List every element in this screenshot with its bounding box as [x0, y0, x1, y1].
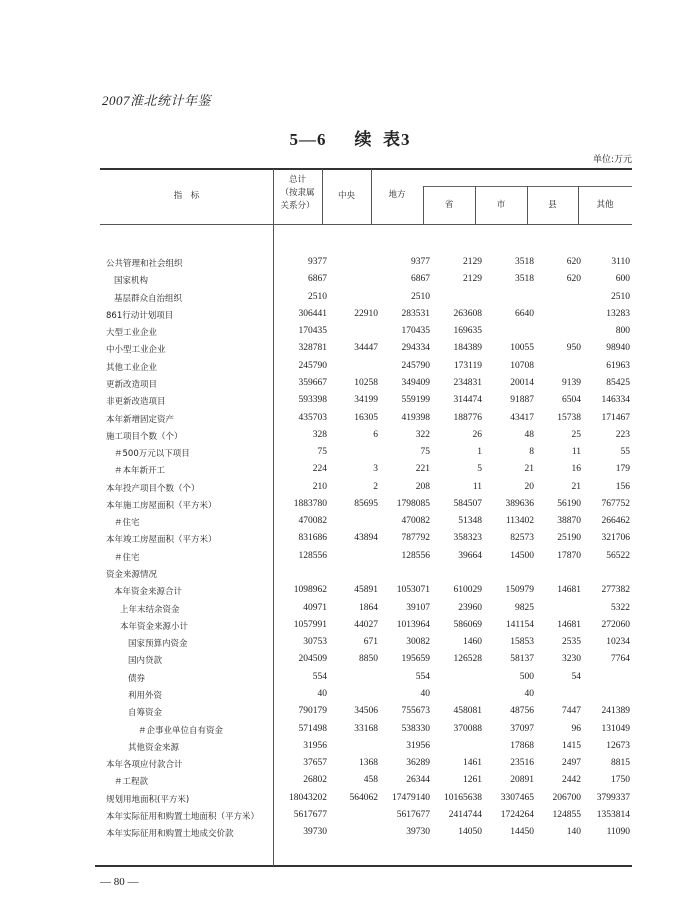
cell-value: 34506: [354, 706, 378, 717]
cell-value: 150979: [505, 585, 534, 596]
cell-value: 5: [477, 464, 482, 475]
cell-value: 1883780: [293, 498, 327, 509]
row-label: 本年资金来源小计: [120, 621, 189, 632]
table-row: [100, 706, 632, 723]
table-row: [100, 516, 632, 533]
cell-value: 2442: [562, 775, 581, 786]
table-row: [100, 482, 632, 499]
header-total: [273, 174, 322, 213]
cell-value: 5322: [611, 602, 630, 613]
cell-value: 33168: [354, 723, 378, 734]
cell-value: 188776: [453, 412, 482, 423]
table-row: [100, 620, 632, 637]
cell-value: 500: [519, 671, 534, 682]
cell-value: 17479140: [392, 792, 430, 803]
table-row: [100, 551, 632, 568]
table-row: [100, 637, 632, 654]
table-title: [0, 125, 700, 150]
table-suffix: 表3: [383, 130, 411, 149]
cell-value: 23960: [458, 602, 482, 613]
cell-value: 3230: [562, 654, 581, 665]
cell-value: 85695: [354, 498, 378, 509]
cell-value: 8815: [611, 758, 630, 769]
cell-value: 17870: [557, 550, 581, 561]
cell-value: 38870: [557, 516, 581, 527]
table-row: [100, 292, 632, 309]
cell-value: 2535: [562, 637, 581, 648]
cell-value: 91887: [510, 395, 534, 406]
header-county: 县: [548, 200, 557, 210]
cell-value: 12673: [606, 740, 630, 751]
cell-value: 1460: [463, 637, 482, 648]
cell-value: 26: [472, 429, 482, 440]
cell-value: 470082: [298, 516, 327, 527]
cell-value: 39664: [458, 550, 482, 561]
cell-value: 8: [529, 447, 534, 458]
row-label: 国内贷款: [128, 656, 163, 667]
table-row: [100, 326, 632, 343]
cell-value: 195659: [401, 654, 430, 665]
cell-value: 294334: [401, 343, 430, 354]
header-indicator: 指 标: [173, 191, 200, 201]
cell-value: 48756: [510, 706, 534, 717]
row-label: 规划用地面积(平方米): [106, 794, 190, 805]
cell-value: 96: [571, 723, 581, 734]
unit-label: 单位:万元: [592, 155, 632, 165]
row-label: 本年施工房屋面积（平方米）: [106, 500, 217, 511]
cell-value: 131049: [601, 723, 630, 734]
cell-value: 39730: [406, 827, 430, 838]
table-row: [100, 464, 632, 481]
row-label: ＃工程款: [114, 777, 149, 788]
cell-value: 277382: [601, 585, 630, 596]
row-label: 本年竣工房屋面积（平方米）: [106, 535, 217, 546]
cell-value: 128556: [401, 550, 430, 561]
row-label: 施工项目个数（个）: [106, 431, 183, 442]
table-row: [100, 672, 632, 689]
cell-value: 34199: [354, 395, 378, 406]
row-label: 本年各项应付款合计: [106, 760, 183, 771]
cell-value: 184389: [453, 343, 482, 354]
cell-value: 14450: [510, 827, 534, 838]
cell-value: 1057991: [293, 619, 327, 630]
table-row: [100, 810, 632, 827]
bottom-rule: [95, 865, 632, 867]
cell-value: 6640: [515, 308, 534, 319]
cell-value: 51348: [458, 516, 482, 527]
cell-value: 2497: [562, 758, 581, 769]
table-row: [100, 533, 632, 550]
table-row: [100, 447, 632, 464]
cell-value: 16305: [354, 412, 378, 423]
cell-value: 586069: [453, 619, 482, 630]
cell-value: 224: [312, 464, 327, 475]
cell-value: 600: [615, 274, 630, 285]
cell-value: 10165638: [444, 792, 482, 803]
cell-value: 1261: [463, 775, 482, 786]
cell-value: 204509: [298, 654, 327, 665]
cell-value: 25: [571, 429, 581, 440]
cell-value: 6: [373, 429, 378, 440]
header-local: 地方: [388, 190, 406, 200]
cell-value: 620: [566, 274, 581, 285]
cell-value: 1013964: [396, 619, 430, 630]
cell-value: 15853: [510, 637, 534, 648]
cell-value: 1798085: [396, 498, 430, 509]
table-row: [100, 775, 632, 792]
row-label: ＃住宅: [114, 518, 140, 529]
cell-value: 1368: [359, 758, 378, 769]
cell-value: 6867: [411, 274, 430, 285]
cell-value: 787792: [401, 533, 430, 544]
cell-value: 34447: [354, 343, 378, 354]
cell-value: 8850: [359, 654, 378, 665]
cell-value: 206700: [552, 792, 581, 803]
table-row: [100, 585, 632, 602]
row-label: 国家机构: [114, 276, 149, 287]
row-label: 其他工业企业: [106, 362, 158, 373]
cell-value: 321706: [601, 533, 630, 544]
cell-value: 30753: [303, 637, 327, 648]
table-row: [100, 378, 632, 395]
cell-value: 48: [524, 429, 534, 440]
cell-value: 1415: [562, 740, 581, 751]
cell-value: 790179: [298, 706, 327, 717]
header-total-line1: 总计: [288, 175, 306, 185]
row-label: 本年投产项目个数（个）: [106, 483, 200, 494]
cell-value: 3518: [515, 274, 534, 285]
cell-value: 538330: [401, 723, 430, 734]
cell-value: 2129: [463, 257, 482, 267]
table-row: [100, 741, 632, 758]
cell-value: 43894: [354, 533, 378, 544]
row-label: 非更新改造项目: [106, 397, 166, 408]
cell-value: 620: [566, 257, 581, 267]
cell-value: 370088: [453, 723, 482, 734]
cell-value: 210: [312, 481, 327, 492]
cell-value: 272060: [601, 619, 630, 630]
row-label: 大型工业企业: [106, 328, 158, 339]
cell-value: 21: [524, 464, 534, 475]
cell-value: 11090: [606, 827, 630, 838]
cell-value: 23516: [510, 758, 534, 769]
cell-value: 3518: [515, 257, 534, 267]
table-row: [100, 274, 632, 291]
cell-value: 6867: [308, 274, 327, 285]
cell-value: 314474: [453, 395, 482, 406]
cell-value: 245790: [401, 360, 430, 371]
row-label: 中小型工业企业: [106, 345, 166, 356]
cell-value: 10234: [606, 637, 630, 648]
cell-value: 31956: [406, 740, 430, 751]
cell-value: 10708: [510, 360, 534, 371]
header-total-line3: 关系分）: [280, 201, 315, 211]
cell-value: 31956: [303, 740, 327, 751]
row-label: 本年资金来源合计: [114, 587, 183, 598]
row-label: 自筹资金: [128, 708, 163, 719]
cell-value: 43417: [510, 412, 534, 423]
table-row: [100, 395, 632, 412]
cell-value: 359667: [298, 377, 327, 388]
header-bottom-rule: [100, 224, 632, 225]
header-city: 市: [496, 200, 506, 210]
cell-value: 170435: [401, 326, 430, 337]
cell-value: 40971: [303, 602, 327, 613]
cell-value: 40: [524, 689, 534, 699]
cell-value: 1750: [611, 775, 630, 786]
row-label: 公共管理和社会组织: [106, 259, 183, 269]
table-row: [100, 413, 632, 430]
cell-value: 141154: [505, 619, 534, 630]
row-label: 国家预算内资金: [128, 639, 188, 650]
row-label: 资金来源情况: [106, 570, 158, 581]
cell-value: 554: [415, 671, 430, 682]
cell-value: 37097: [510, 723, 534, 734]
cell-value: 37657: [303, 758, 327, 769]
table-row: [100, 827, 632, 844]
row-label: 其他资金来源: [128, 742, 180, 753]
cell-value: 3307465: [500, 792, 534, 803]
cell-value: 21: [571, 481, 581, 492]
cell-value: 1461: [463, 758, 482, 769]
table-row: [100, 654, 632, 671]
cell-value: 470082: [401, 516, 430, 527]
cell-value: 559199: [401, 395, 430, 406]
header-total-line2: （按隶属: [280, 188, 315, 198]
cell-value: 10055: [510, 343, 534, 354]
cell-value: 13283: [606, 308, 630, 319]
cell-value: 800: [615, 326, 630, 337]
cell-value: 45891: [354, 585, 378, 596]
cell-value: 18043202: [289, 792, 327, 803]
cell-value: 15738: [557, 412, 581, 423]
cell-value: 39107: [406, 602, 430, 613]
table-row: [100, 309, 632, 326]
cell-value: 571498: [298, 723, 327, 734]
header-province: 省: [444, 200, 454, 210]
table-number: 5—6: [289, 130, 327, 149]
row-label: 上年末结余资金: [120, 604, 180, 615]
cell-value: 75: [420, 447, 430, 458]
cell-value: 75: [317, 447, 327, 458]
cell-value: 20: [524, 481, 534, 492]
cell-value: 140: [566, 827, 581, 838]
cell-value: 2510: [308, 291, 327, 302]
cell-value: 58137: [510, 654, 534, 665]
cell-value: 14050: [458, 827, 482, 838]
cell-value: 40: [317, 689, 327, 699]
cell-value: 1724264: [500, 809, 534, 820]
cell-value: 306441: [298, 308, 327, 319]
cell-value: 458081: [453, 706, 482, 717]
cell-value: 156: [615, 481, 630, 492]
cell-value: 349409: [401, 377, 430, 388]
cell-value: 564062: [349, 792, 378, 803]
cell-value: 36289: [406, 758, 430, 769]
row-label: 更新改造项目: [106, 379, 158, 390]
row-label: 861行动计划项目: [106, 310, 174, 321]
cell-value: 7447: [562, 706, 581, 717]
cell-value: 328781: [298, 343, 327, 354]
cell-value: 20014: [510, 377, 534, 388]
cell-value: 30082: [406, 637, 430, 648]
top-rule: [100, 168, 632, 170]
cell-value: 458: [363, 775, 378, 786]
cell-value: 10258: [354, 377, 378, 388]
table-row: [100, 724, 632, 741]
cell-value: 328: [312, 429, 327, 440]
row-label: 本年实际征用和购置土地面积（平方米）: [106, 811, 260, 822]
cell-value: 234831: [453, 377, 482, 388]
cell-value: 767752: [601, 498, 630, 509]
row-label: ＃住宅: [114, 552, 140, 563]
row-label: 利用外资: [128, 691, 163, 701]
cell-value: 146334: [601, 395, 630, 406]
cell-value: 435703: [298, 412, 327, 423]
cell-value: 17868: [510, 740, 534, 751]
cell-value: 208: [415, 481, 430, 492]
cell-value: 56190: [557, 498, 581, 509]
cell-value: 98940: [606, 343, 630, 354]
cell-value: 2: [373, 481, 378, 492]
cell-value: 85425: [606, 377, 630, 388]
cell-value: 9377: [411, 257, 430, 267]
cell-value: 1353814: [596, 809, 630, 820]
book-title: 2007淮北统计年鉴: [102, 93, 212, 108]
table-row: [100, 689, 632, 706]
cell-value: 2510: [611, 291, 630, 302]
table-row: [100, 793, 632, 810]
cell-value: 113402: [505, 516, 534, 527]
cell-value: 82573: [510, 533, 534, 544]
table-row: [100, 499, 632, 516]
cell-value: 3110: [611, 257, 630, 267]
cell-value: 171467: [601, 412, 630, 423]
cell-value: 831686: [298, 533, 327, 544]
row-label: ＃本年新开工: [114, 466, 166, 477]
cell-value: 1: [477, 447, 482, 458]
cell-value: 26802: [303, 775, 327, 786]
cell-value: 22910: [354, 308, 378, 319]
cell-value: 419398: [401, 412, 430, 423]
cell-value: 389636: [505, 498, 534, 509]
cell-value: 755673: [401, 706, 430, 717]
table-row: [100, 603, 632, 620]
table-row: [100, 343, 632, 360]
cell-value: 44027: [354, 619, 378, 630]
cell-value: 25190: [557, 533, 581, 544]
table-row: [100, 361, 632, 378]
cell-value: 61963: [606, 360, 630, 371]
cell-value: 554: [312, 671, 327, 682]
cell-value: 3: [373, 464, 378, 475]
cell-value: 16: [571, 464, 581, 475]
cell-value: 1053071: [396, 585, 430, 596]
row-label: 本年实际征用和购置土地成交价款: [106, 829, 234, 840]
cell-value: 3799337: [596, 792, 630, 803]
cell-value: 1098962: [293, 585, 327, 596]
row-label: ＃企事业单位自有资金: [138, 725, 224, 736]
cell-value: 5617677: [293, 809, 327, 820]
cell-value: 14500: [510, 550, 534, 561]
header-central: 中央: [337, 191, 355, 201]
cell-value: 245790: [298, 360, 327, 371]
cell-value: 11: [472, 481, 482, 492]
row-label: ＃500万元以下项目: [114, 449, 190, 460]
table-row: [100, 758, 632, 775]
cell-value: 179: [615, 464, 630, 475]
cell-value: 9825: [515, 602, 534, 613]
cell-value: 584507: [453, 498, 482, 509]
cell-value: 610029: [453, 585, 482, 596]
cell-value: 283531: [401, 308, 430, 319]
cell-value: 128556: [298, 550, 327, 561]
table-row: [100, 257, 632, 274]
cell-value: 26344: [406, 775, 430, 786]
row-label: 债券: [128, 673, 146, 684]
cell-value: 671: [363, 637, 378, 648]
row-label: 本年新增固定资产: [106, 414, 175, 425]
cell-value: 124855: [552, 809, 581, 820]
cell-value: 221: [415, 464, 430, 475]
cell-value: 55: [620, 447, 630, 458]
cell-value: 169635: [453, 326, 482, 337]
cell-value: 14681: [557, 619, 581, 630]
table-continued-label: 续: [354, 130, 373, 149]
cell-value: 170435: [298, 326, 327, 337]
table-row: [100, 430, 632, 447]
cell-value: 5617677: [396, 809, 430, 820]
cell-value: 20891: [510, 775, 534, 786]
cell-value: 358323: [453, 533, 482, 544]
cell-value: 54: [571, 671, 581, 682]
cell-value: 263608: [453, 308, 482, 319]
cell-value: 126528: [453, 654, 482, 665]
cell-value: 40: [420, 689, 430, 699]
cell-value: 7764: [611, 654, 630, 665]
cell-value: 593398: [298, 395, 327, 406]
cell-value: 241389: [601, 706, 630, 717]
cell-value: 950: [566, 343, 581, 354]
cell-value: 1864: [359, 602, 378, 613]
cell-value: 39730: [303, 827, 327, 838]
cell-value: 9139: [562, 377, 581, 388]
cell-value: 14681: [557, 585, 581, 596]
page-number: — 80 —: [100, 876, 139, 888]
cell-value: 9377: [308, 257, 327, 267]
cell-value: 266462: [601, 516, 630, 527]
cell-value: 322: [415, 429, 430, 440]
cell-value: 173119: [453, 360, 482, 371]
row-label: 基层群众自治组织: [114, 293, 183, 304]
cell-value: 11: [571, 447, 581, 458]
table-row: [100, 568, 632, 585]
cell-value: 56522: [606, 550, 630, 561]
cell-value: 223: [615, 429, 630, 440]
cell-value: 6504: [562, 395, 581, 406]
cell-value: 2414744: [448, 809, 482, 820]
cell-value: 2129: [463, 274, 482, 285]
cell-value: 2510: [411, 291, 430, 302]
header-other: 其他: [596, 200, 614, 210]
